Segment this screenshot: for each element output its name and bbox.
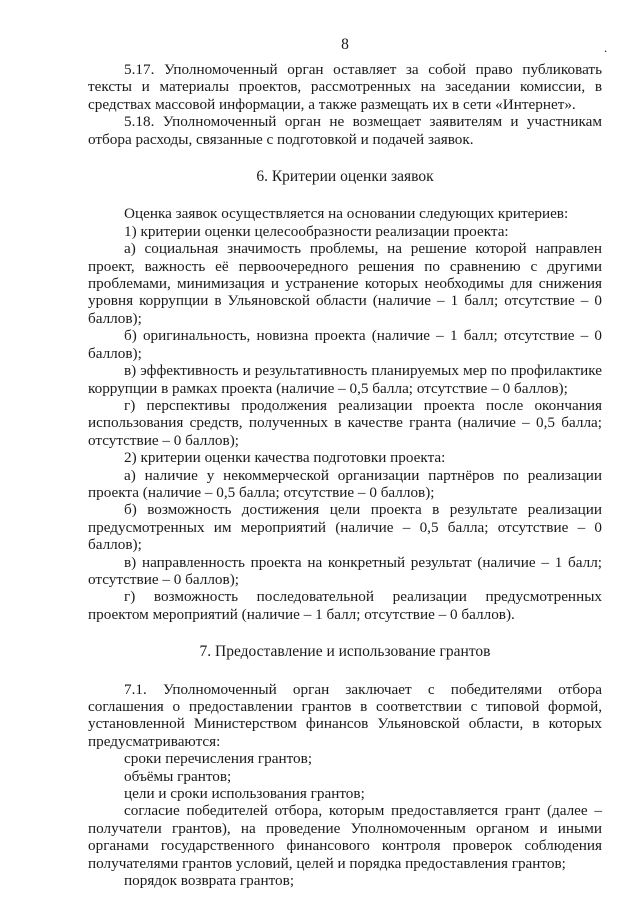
clause-7-1: 7.1. Уполномоченный орган заключает с победителями отбора соглашения о предоставлении грантов в соответствии с типовой формой, установленной Министерством финансов Ульяновской области, в которых предусматриваются: [88, 680, 602, 750]
criteria-intro: Оценка заявок осуществляется на основании следующих критериев: [124, 205, 569, 223]
criterion-1d: г) перспективы продолжения реализации проекта после окончания использования средств, полученных в качестве гранта (наличие – 0,5 балла; отсутствие – 0 баллов); [88, 396, 602, 449]
criterion-1c: в) эффективность и результативность планируемых мер по профилактике коррупции в рамках проекта (наличие – 0,5 балла; отсутствие – 0 баллов); [88, 362, 602, 397]
corner-mark: . [604, 40, 608, 55]
page-number: 8 [341, 36, 349, 53]
section-6-title: 6. Критерии оценки заявок [256, 168, 434, 186]
grant-return-item: порядок возврата грантов; [124, 872, 295, 890]
grant-purpose-item: цели и сроки использования грантов; [124, 785, 365, 803]
criterion-1b: б) оригинальность, новизна проекта (наличие – 1 балл; отсутствие – 0 баллов); [88, 327, 602, 362]
criterion-1a: а) социальная значимость проблемы, на решение которой направлен проект, важность её первоочередного решения по сравнению с другими проблемами, минимизация и устранение которых необходимы для снижения уровня коррупции в Ульяновской области (наличие – 1 балл; отсутствие – 0 баллов); [88, 240, 602, 327]
criterion-2b: б) возможность достижения цели проекта в результате реализации предусмотренных им мероприятий (наличие – 0,5 балла; отсутствие – 0 баллов); [88, 501, 602, 554]
section-7-title: 7. Предоставление и использование грантов [199, 643, 491, 661]
grant-term-item: сроки перечисления грантов; [124, 750, 313, 768]
criteria-group-1-title: 1) критерии оценки целесообразности реализации проекта: [124, 222, 509, 240]
document-body [88, 61, 602, 889]
clause-5-17: 5.17. Уполномоченный орган оставляет за собой право публиковать тексты и материалы проектов, рассмотренных на заседании комиссии, в средствах массовой информации, а также размещать их в сети «Интернет». [88, 61, 602, 113]
criteria-group-2-title: 2) критерии оценки качества подготовки проекта: [124, 449, 446, 467]
clause-5-18: 5.18. Уполномоченный орган не возмещает заявителям и участникам отбора расходы, связанные с подготовкой и подачей заявок. [88, 113, 602, 148]
criterion-2a: а) наличие у некоммерческой организации партнёров по реализации проекта (наличие – 0,5 балла; отсутствие – 0 баллов); [88, 466, 602, 501]
criterion-2d: г) возможность последовательной реализации предусмотренных проектом мероприятий (наличие – 1 балл; отсутствие – 0 баллов). [88, 588, 602, 623]
grant-consent-item: согласие победителей отбора, которым предоставляется грант (далее – получатели грантов), на проведение Уполномоченным органом и иными органами государственного финансового контроля проверок соблюдения получателями грантов условий, целей и порядка предоставления грантов; [88, 802, 602, 872]
criterion-2c: в) направленность проекта на конкретный результат (наличие – 1 балл; отсутствие – 0 баллов); [88, 553, 602, 588]
grant-volume-item: объёмы грантов; [124, 767, 232, 785]
